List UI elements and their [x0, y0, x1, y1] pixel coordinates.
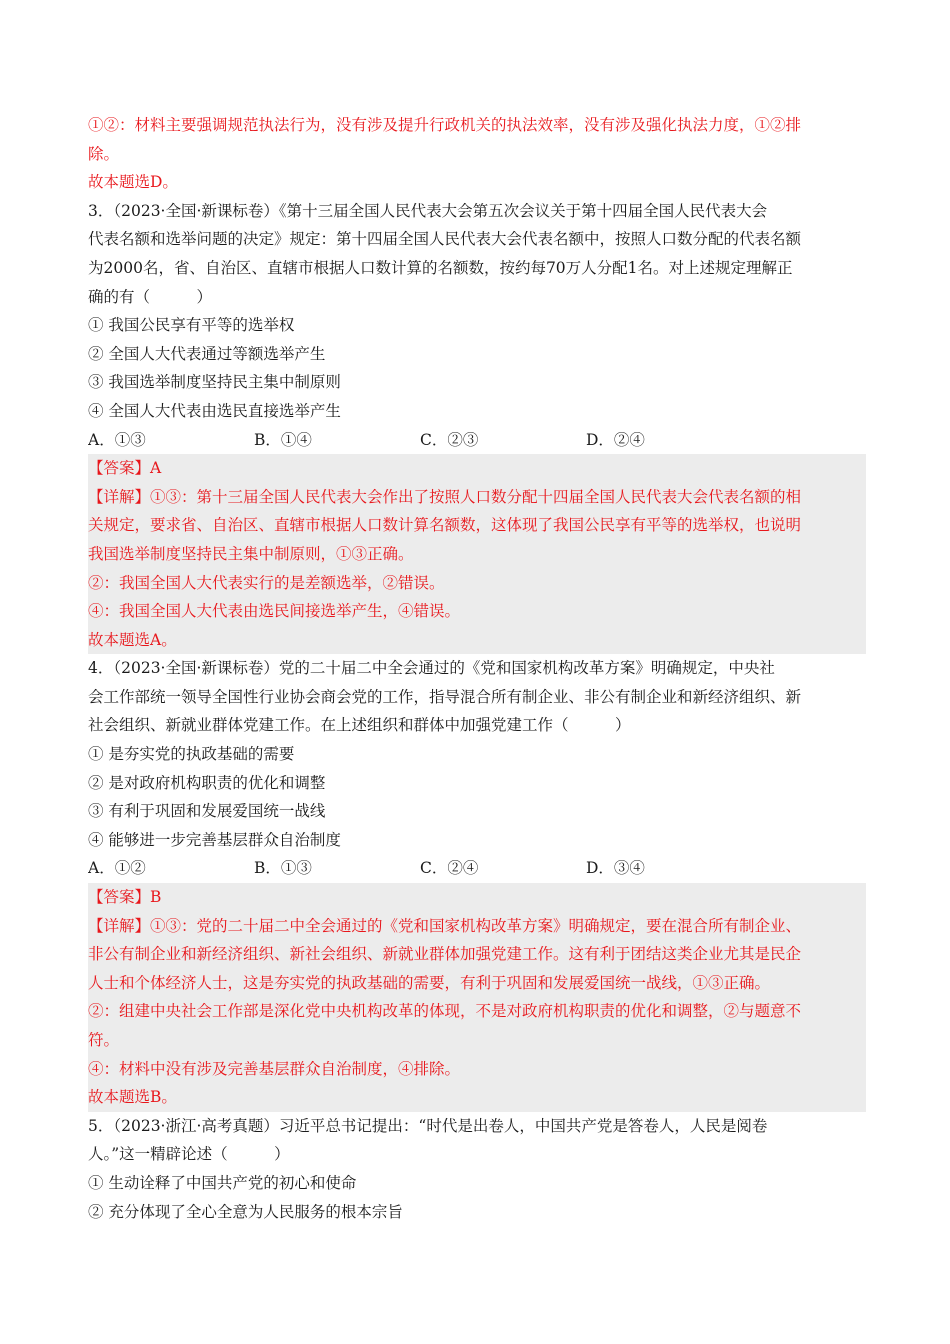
- statement-item: ① 生动诠释了中国共产党的初心和使命: [88, 1173, 357, 1192]
- explanation-line: ④：材料中没有涉及完善基层群众自治制度，④排除。: [88, 1059, 461, 1078]
- explanation-line: 【详解】①③：党的二十届二中全会通过的《党和国家机构改革方案》明确规定，要在混合所有制企业、: [88, 916, 802, 935]
- question-stem: 代表名额和选举问题的决定》规定：第十四届全国人民代表大会代表名额中，按照人口数分配的代表名额: [88, 230, 802, 249]
- conclusion-line: 故本题选B。: [88, 1088, 177, 1107]
- explanation-line: 人士和个体经济人士，这是夯实党的执政基础的需要，有利于巩固和发展爱国统一战线，①③正确。: [88, 973, 771, 992]
- option-b: B．①③: [254, 859, 312, 878]
- option-d: D．②④: [586, 430, 645, 449]
- question-stem: 会工作部统一领导全国性行业协会商会党的工作，指导混合所有制企业、非公有制企业和新经济组织、新: [88, 687, 802, 706]
- explanation-line: ②：组建中央社会工作部是深化党中央机构改革的体现，不是对政府机构职责的优化和调整，②与题意不: [88, 1002, 802, 1021]
- question-stem: 社会组织、新就业群体党建工作。在上述组织和群体中加强党建工作（ ）: [88, 716, 631, 735]
- statement-item: ④ 能够进一步完善基层群众自治制度: [88, 830, 341, 849]
- question-stem: 确的有（ ）: [88, 287, 213, 306]
- statement-item: ③ 有利于巩固和发展爱国统一战线: [88, 802, 326, 821]
- conclusion-line: 故本题选D。: [88, 173, 178, 192]
- answer-options: [88, 426, 866, 455]
- statement-item: ③ 我国选举制度坚持民主集中制原则: [88, 373, 341, 392]
- question-stem: 5．（2023·浙江·高考真题）习近平总书记提出：“时代是出卷人，中国共产党是答卷人，人民是阅卷: [88, 1116, 768, 1135]
- option-c: C．②③: [420, 430, 479, 449]
- answer-label: 【答案】B: [88, 888, 162, 907]
- statement-item: ② 充分体现了全心全意为人民服务的根本宗旨: [88, 1202, 403, 1221]
- statement-item: ④ 全国人大代表由选民直接选举产生: [88, 401, 341, 420]
- answer-block: [88, 454, 866, 654]
- question-stem: 4．（2023·全国·新课标卷）党的二十届二中全会通过的《党和国家机构改革方案》明确规定，中央社: [88, 659, 775, 678]
- explanation-line: 符。: [88, 1031, 120, 1049]
- explanation-line: 除。: [88, 144, 120, 163]
- option-c: C．②④: [420, 859, 479, 878]
- statement-item: ① 是夯实党的执政基础的需要: [88, 745, 295, 764]
- question-5: [88, 1112, 866, 1226]
- explanation-line: 【详解】①③：第十三届全国人民代表大会作出了按照人口数分配十四届全国人民代表大会代表名额的相: [88, 487, 802, 506]
- question-stem: 为2000名，省、自治区、直辖市根据人口数计算的名额数，按约每70万人分配1名。对上述规定理解正: [88, 258, 793, 277]
- explanation-line: 关规定，要求省、自治区、直辖市根据人口数计算名额数，这体现了我国公民享有平等的选举权，也说明: [88, 516, 802, 535]
- explanation-line: 我国选举制度坚持民主集中制原则，①③正确。: [88, 544, 414, 563]
- explanation-line: 非公有制企业和新经济组织、新社会组织、新就业群体加强党建工作。这有利于团结这类企业尤其是民企: [88, 945, 802, 964]
- answer-block: [88, 883, 866, 1112]
- explanation-line: ②：我国全国人大代表实行的是差额选举，②错误。: [88, 573, 445, 592]
- previous-explanation: [88, 111, 866, 197]
- explanation-line: ④：我国全国人大代表由选民间接选举产生，④错误。: [88, 602, 461, 621]
- question-3: [88, 197, 866, 655]
- option-a: A．①②: [88, 859, 146, 878]
- statement-item: ② 全国人大代表通过等额选举产生: [88, 344, 326, 363]
- explanation-line: ①②：材料主要强调规范执法行为，没有涉及提升行政机关的执法效率，没有涉及强化执法力度，①②排: [88, 116, 802, 134]
- question-4: [88, 654, 866, 1112]
- answer-label: 【答案】A: [88, 459, 162, 478]
- document-content: [88, 111, 866, 1226]
- option-d: D．③④: [586, 859, 645, 878]
- conclusion-line: 故本题选A。: [88, 630, 177, 649]
- question-stem: 3．（2023·全国·新课标卷）《第十三届全国人民代表大会第五次会议关于第十四届全国人民代表大会: [88, 201, 768, 220]
- statement-item: ② 是对政府机构职责的优化和调整: [88, 773, 326, 792]
- statement-item: ① 我国公民享有平等的选举权: [88, 316, 295, 335]
- question-stem: 人。”这一精辟论述（ ）: [88, 1145, 290, 1164]
- option-b: B．①④: [254, 430, 312, 449]
- option-a: A．①③: [88, 430, 146, 449]
- answer-options: [88, 854, 866, 883]
